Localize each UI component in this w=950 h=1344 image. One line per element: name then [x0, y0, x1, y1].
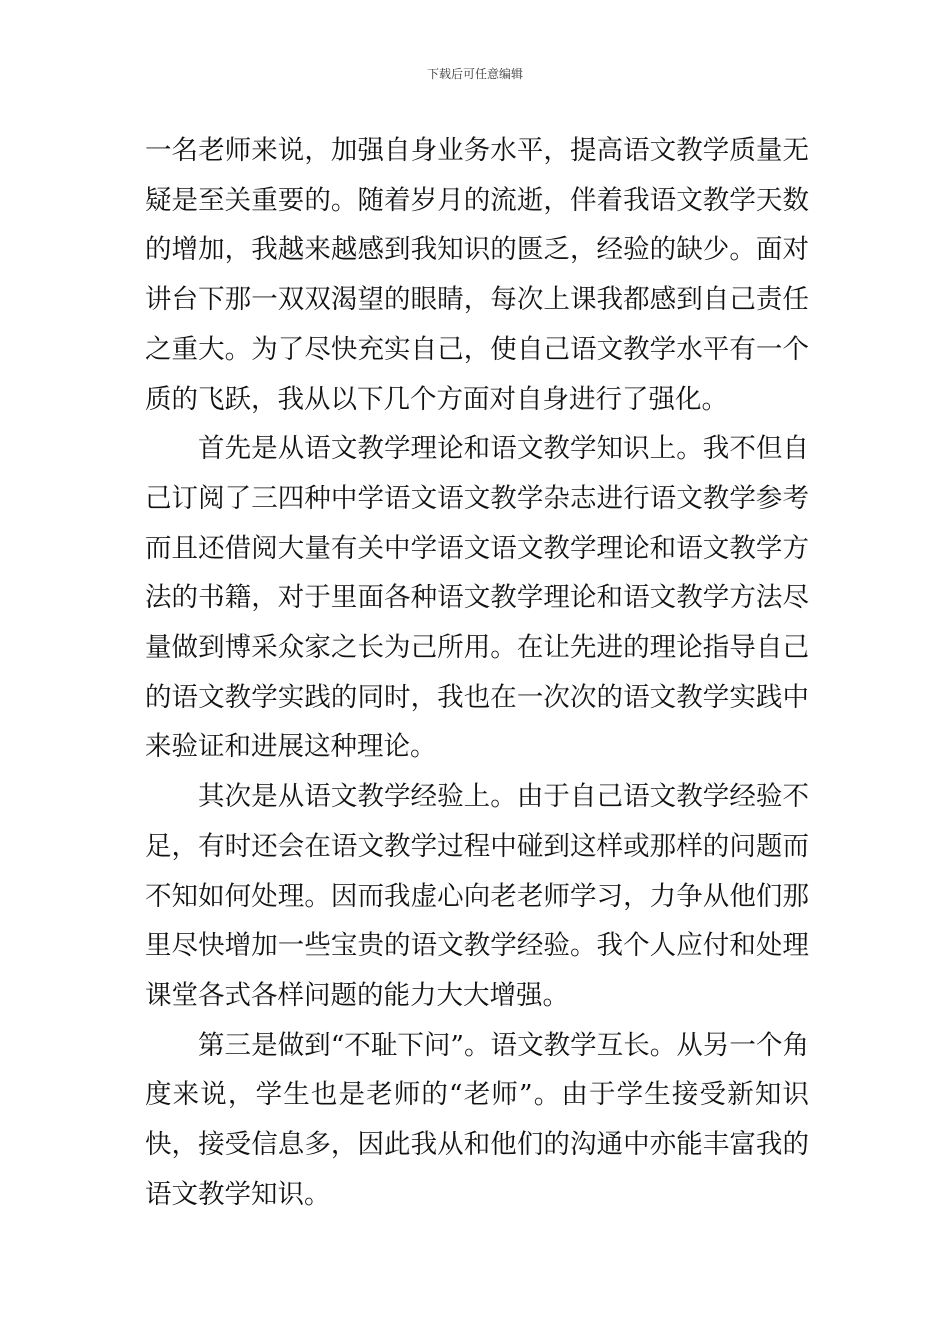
paragraph-2: 首先是从语文教学理论和语文教学知识上。我不但自己订阅了三四种中学语文语文教学杂志进行语文教学参考而且还借阅大量有关中学语文语文教学理论和语文教学方法的书籍，对于里面各种语文教学理论和语文教学方法尽量做到博采众家之长为己所用。在让先进的理论指导自己的语文教学实践的同时，我也在一次次的语文教学实践中来验证和进展这种理论。	[145, 433, 809, 763]
paragraph-1: 一名老师来说，加强自身业务水平，提高语文教学质量无疑是至关重要的。随着岁月的流逝，伴着我语文教学天数的增加，我越来越感到我知识的匮乏，经验的缺少。面对讲台下那一双双渴望的眼睛，每次上课我都感到自己责任之重大。为了尽快充实自己，使自己语文教学水平有一个质的飞跃，我从以下几个方面对自身进行了强化。	[145, 135, 809, 415]
document-body	[145, 126, 809, 1219]
paragraph-4: 第三是做到“不耻下问”。语文教学互长。从另一个角度来说，学生也是老师的“老师”。由于学生接受新知识快，接受信息多，因此我从和他们的沟通中亦能丰富我的语文教学知识。	[145, 1029, 809, 1210]
page-header: 下载后可任意编辑	[426, 67, 523, 81]
paragraph-3: 其次是从语文教学经验上。由于自己语文教学经验不足，有时还会在语文教学过程中碰到这样或那样的问题而不知如何处理。因而我虚心向老老师学习，力争从他们那里尽快增加一些宝贵的语文教学经验。我个人应付和处理课堂各式各样问题的能力大大增强。	[145, 781, 809, 1011]
